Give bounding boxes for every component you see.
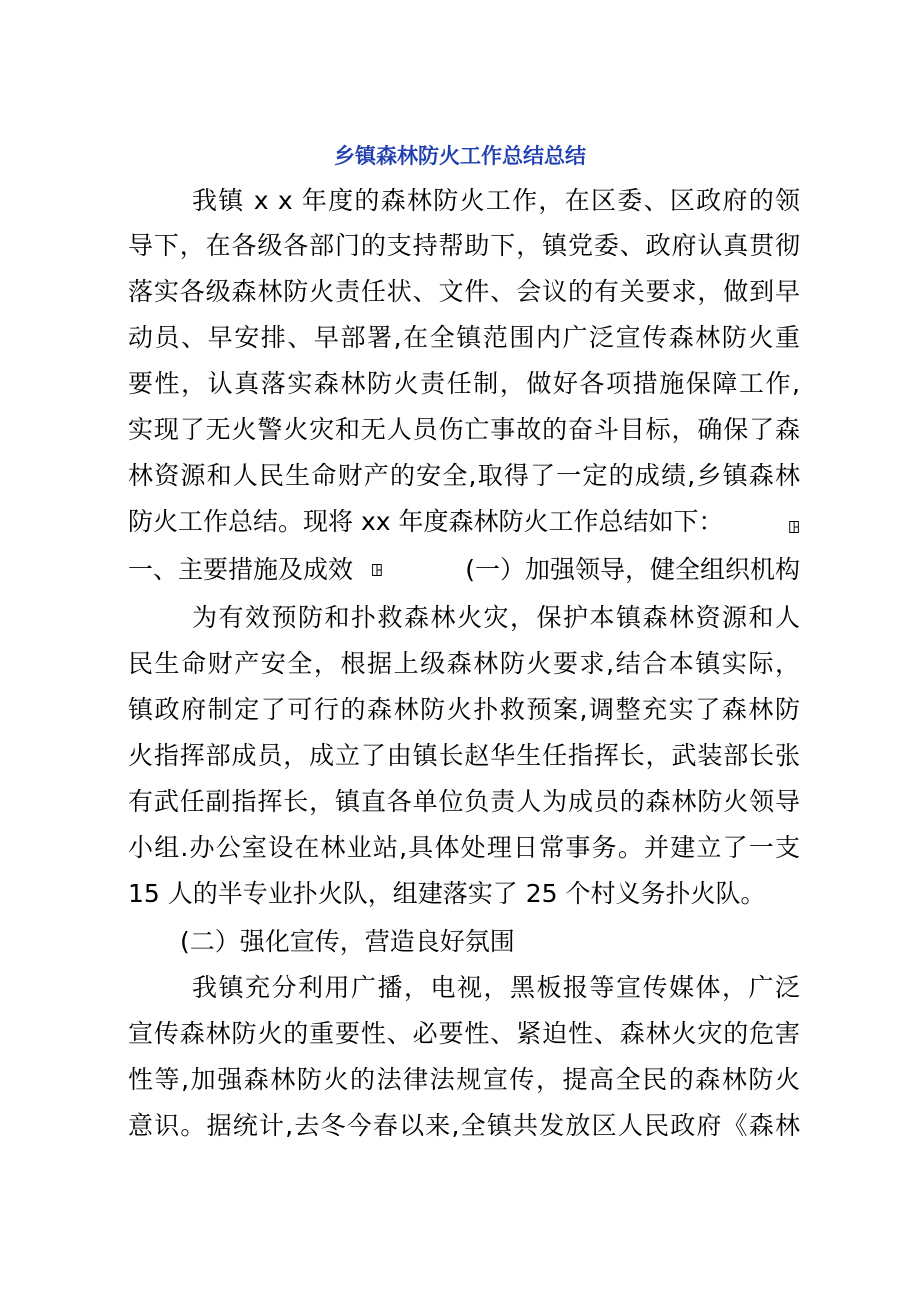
document-title: 乡镇森林防火工作总结总结 — [334, 144, 586, 168]
paragraph-line: 性等,加强森林防火的法律法规宣传，提高全民的森林防火 — [128, 1065, 800, 1094]
paragraph-line: 小组.办公室设在林业站,具体处理日常事务。并建立了一支 — [128, 833, 800, 862]
paragraph-line: 林资源和人民生命财产的安全,取得了一定的成绩,乡镇森林 — [128, 461, 800, 490]
paragraph-line: 落实各级森林防火责任状、文件、会议的有关要求，做到早 — [128, 277, 800, 306]
subheading: (一）加强领导，健全组织机构 — [465, 555, 800, 584]
paragraph-line: 15 人的半专业扑火队，组建落实了 25 个村义务扑火队。 — [128, 879, 766, 908]
paragraph-line: 我镇 x x 年度的森林防火工作，在区委、区政府的领 — [192, 186, 800, 215]
paragraph-line: 意识。据统计,去冬今春以来,全镇共发放区人民政府《森林 — [128, 1111, 800, 1140]
paragraph-line: 火指挥部成员，成立了由镇长赵华生任指挥长，武装部长张 — [128, 741, 800, 770]
paragraph-line: 镇政府制定了可行的森林防火扑救预案,调整充实了森林防 — [128, 695, 800, 724]
paragraph-line: 实现了无火警火灾和无人员伤亡事故的奋斗目标，确保了森 — [128, 415, 800, 444]
paragraph-mark-icon: ꖸ — [788, 518, 800, 537]
section-heading — [128, 553, 383, 588]
paragraph-line: 为有效预防和扑救森林火灾，保护本镇森林资源和人 — [192, 603, 800, 632]
paragraph-line: 要性，认真落实森林防火责任制，做好各项措施保障工作, — [128, 369, 800, 398]
paragraph-line: 防火工作总结。现将 xx 年度森林防火工作总结如下： — [128, 507, 724, 536]
paragraph-line: 动员、早安排、早部署,在全镇范围内广泛宣传森林防火重 — [128, 323, 800, 352]
paragraph-line: 有武任副指挥长，镇直各单位负责人为成员的森林防火领导 — [128, 787, 800, 816]
paragraph-mark-icon: ꖸ — [370, 561, 383, 580]
paragraph-line: 民生命财产安全，根据上级森林防火要求,结合本镇实际， — [128, 649, 800, 678]
paragraph-line: 导下，在各级各部门的支持帮助下，镇党委、政府认真贯彻 — [128, 231, 800, 260]
subheading: (二）强化宣传，营造良好氛围 — [180, 927, 515, 956]
paragraph-line: 宣传森林防火的重要性、必要性、紧迫性、森林火灾的危害 — [128, 1019, 800, 1048]
paragraph-line: 我镇充分利用广播，电视，黑板报等宣传媒体，广泛 — [192, 973, 800, 1002]
section-heading-text: 一、主要措施及成效 — [128, 555, 354, 584]
